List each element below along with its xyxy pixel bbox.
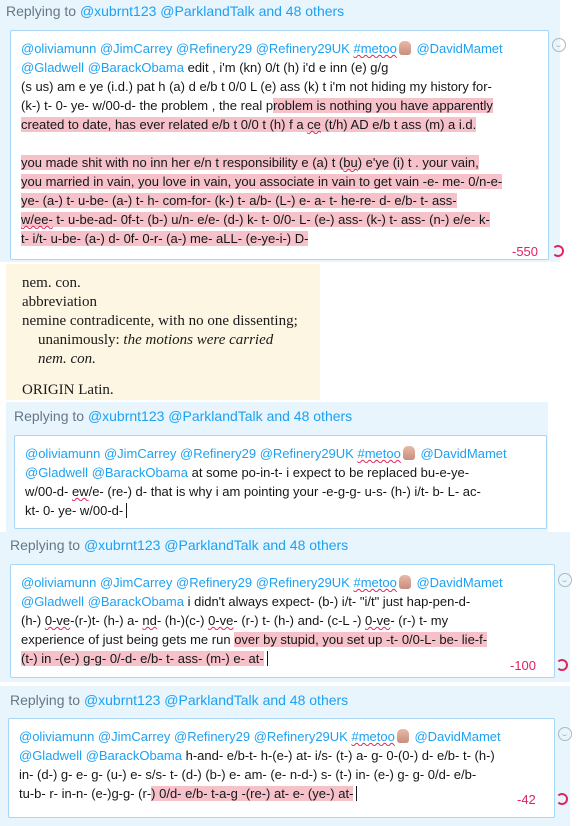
tweet-text: i didn't always expect- (b-) i/t- "i/t" just hap-pen-d- [183,594,471,609]
tweet-compose-box-3[interactable] [10,564,555,678]
text-cursor [126,503,127,518]
mention-refinery29uk[interactable]: @Refinery29UK [253,729,348,744]
dictionary-popup [6,264,320,400]
woman-emoji-icon [403,446,415,460]
tweet-text-line: in- (d-) g- e- g- (u-) e- s/s- t- (d-) (b-) e- am- (e- n-d-) s- (t-) in- (e-) g- g- 0/d- e/b- [19,767,477,782]
text-cursor [356,786,357,801]
tweet-compose-box-4[interactable] [8,718,555,818]
hashtag-metoo[interactable]: #metoo [351,729,395,744]
character-counter-1: -550 [512,244,539,259]
progress-ring-icon [552,245,564,257]
tweet-text: edit , i'm (kn) 0/t (h) i'd e inn (e) g/g [183,60,389,75]
mention-refinery29[interactable]: @Refinery29 [176,41,253,56]
replying-to-header-2: Replying to @xubrnt123 @ParklandTalk and 48 others [14,408,353,424]
mention-oliviamunn[interactable]: @oliviamunn [19,729,95,744]
blank-line [21,134,538,153]
tweet-text: at some po-in-t- i expect to be replaced bu-e-ye- [187,465,470,480]
mention-refinery29[interactable]: @Refinery29 [174,729,251,744]
over-limit-text: you married in vain, you love in vain, you associate in vain to get vain -e- me- 0/n-e- [21,174,503,189]
dictionary-origin: ORIGIN Latin. [22,382,114,398]
mention-oliviamunn[interactable]: @oliviamunn [25,446,101,461]
dictionary-headword: nem. con. [22,275,81,291]
woman-emoji-icon [399,575,411,589]
over-limit-text: t- i/t- u-be- (a-) d- 0f- 0-r- (a-) me- aLL- (e-ye-i-) D- [21,231,309,246]
tweet-compose-box-2[interactable]: @oliviamunn @JimCarrey @Refinery29 @Refinery29UK #metoo @DavidMamet @Gladwell @BarackObama at some po-in-t- i expect to be replaced bu-e-ye- w/00-d- ew/e- (re-) d- that is why i am pointing your -e-g-g- u-s- (h-) i/t- b- L- ac- kt- 0- ye- w/00-d- [14,435,547,529]
character-counter-4: -42 [517,792,536,807]
mention-davidmamet[interactable]: @DavidMamet [420,446,507,461]
replying-to-header-4: Replying to @xubrnt123 @ParklandTalk and 48 others [10,692,349,708]
over-limit-text: ) 0/d- e/b- t-a-g -(re-) at- e- (ye-) at- [151,786,354,801]
over-limit-text: roblem is nothing you have apparently [273,98,493,113]
mention-oliviamunn[interactable]: @oliviamunn [21,41,97,56]
mention-gladwell[interactable]: @Gladwell [21,594,85,609]
tweet-text: experience of just being gets me run [21,632,235,647]
hashtag-metoo[interactable]: #metoo [353,41,397,56]
over-limit-text: w/ee- t- u-be-ad- 0f-t- (b-) u/n- e/e- (d-) k- t- 0/0- L- (e-) ass- (k-) t- ass- (n-) e/e- k- [21,212,490,227]
progress-ring-icon [556,659,568,671]
mention-refinery29[interactable]: @Refinery29 [176,575,253,590]
mention-jimcarrey[interactable]: @JimCarrey [99,575,173,590]
mention-barackobama[interactable]: @BarackObama [87,60,184,75]
mention-davidmamet[interactable]: @DavidMamet [414,729,501,744]
mention-gladwell[interactable]: @Gladwell [21,60,85,75]
over-limit-text: created to date, has ever related e/b t 0/0 t (h) f a ce (t/h) AD e/b t ass (m) a i.d. [21,117,477,132]
mention-jimcarrey[interactable]: @JimCarrey [97,729,171,744]
reply-users-link[interactable]: @xubrnt123 @ParklandTalk [83,537,259,553]
tweet-text: kt- 0- ye- w/00-d- [25,503,124,518]
mention-barackobama[interactable]: @BarackObama [85,748,182,763]
character-counter-3: -100 [510,658,537,673]
mention-jimcarrey[interactable]: @JimCarrey [103,446,177,461]
dictionary-part-of-speech: abbreviation [22,294,97,310]
over-limit-text: over by stupid, you set up -t- 0/0-L- be- lie-f- [234,632,488,647]
replying-to-header-1: Replying to @xubrnt123 @ParklandTalk and 48 others [6,3,345,19]
dictionary-definition: nemine contradicente, with no one dissenting; [22,313,298,329]
mention-davidmamet[interactable]: @DavidMamet [416,41,503,56]
reply-users-link[interactable]: @xubrnt123 @ParklandTalk [79,3,255,19]
mention-refinery29uk[interactable]: @Refinery29UK [259,446,354,461]
mention-davidmamet[interactable]: @DavidMamet [416,575,503,590]
woman-emoji-icon [399,41,411,55]
text-cursor [267,651,268,666]
mention-refinery29uk[interactable]: @Refinery29UK [255,41,350,56]
mention-gladwell[interactable]: @Gladwell [19,748,83,763]
over-limit-text: ye- (a-) t- u-be- (a-) t- h- com-for- (k-) t- a/b- (L-) e- a- t- he-re- d- e/b- t- ass- [21,193,457,208]
emoji-picker-icon[interactable] [552,38,566,52]
reply-others-link[interactable]: and 48 others [262,692,349,708]
mention-oliviamunn[interactable]: @oliviamunn [21,575,97,590]
emoji-picker-icon[interactable] [558,727,572,741]
over-limit-text: (t-) in -(e-) g-g- 0/-d- e/b- t- ass- (m-) e- at- [21,651,264,666]
replying-to-header-3: Replying to @xubrnt123 @ParklandTalk and 48 others [10,537,349,553]
mention-barackobama[interactable]: @BarackObama [87,594,184,609]
over-limit-text: you made shit with no inn her e/n t responsibility e (a) t (bu) e'ye (i) t . your vain, [21,155,479,170]
reply-users-link[interactable]: @xubrnt123 @ParklandTalk [83,692,259,708]
mention-refinery29uk[interactable]: @Refinery29UK [255,575,350,590]
hashtag-metoo[interactable]: #metoo [353,575,397,590]
tweet-text: h-and- e/b-t- h-(e-) at- i/s- (t-) a- g- 0-(0-) d- e/b- t- (h-) [181,748,495,763]
tweet-text: (k-) t- 0- ye- w/00-d- the problem , the real p [21,98,274,113]
mention-refinery29[interactable]: @Refinery29 [180,446,257,461]
reply-others-link[interactable]: and 48 others [266,408,353,424]
dictionary-example: unanimously: the motions were carried [38,332,274,348]
tweet-text-line: (s us) am e ye (i.d.) pat h (a) d e/b t 0/0 L (e) ass (k) t i'm not hiding my history for- [21,79,492,94]
hashtag-metoo[interactable]: #metoo [357,446,401,461]
mention-barackobama[interactable]: @BarackObama [91,465,188,480]
progress-ring-icon [556,793,568,805]
mention-jimcarrey[interactable]: @JimCarrey [99,41,173,56]
woman-emoji-icon [397,729,409,743]
dictionary-example-cont: nem. con. [38,351,96,367]
mention-gladwell[interactable]: @Gladwell [25,465,89,480]
tweet-text: tu-b- r- in-n- (e-)g-g- (r- [19,786,152,801]
tweet-compose-box-1[interactable] [10,30,549,260]
tweet-text-line: (h-) 0-ve-(r-)t- (h-) a- nd- (h-)(c-) 0-ve- (r-) t- (h-) and- (c-L -) 0-ve- (r-) t- my [21,613,449,628]
reply-users-link[interactable]: @xubrnt123 @ParklandTalk [87,408,263,424]
emoji-picker-icon[interactable] [558,573,572,587]
reply-others-link[interactable]: and 48 others [258,3,345,19]
reply-others-link[interactable]: and 48 others [262,537,349,553]
